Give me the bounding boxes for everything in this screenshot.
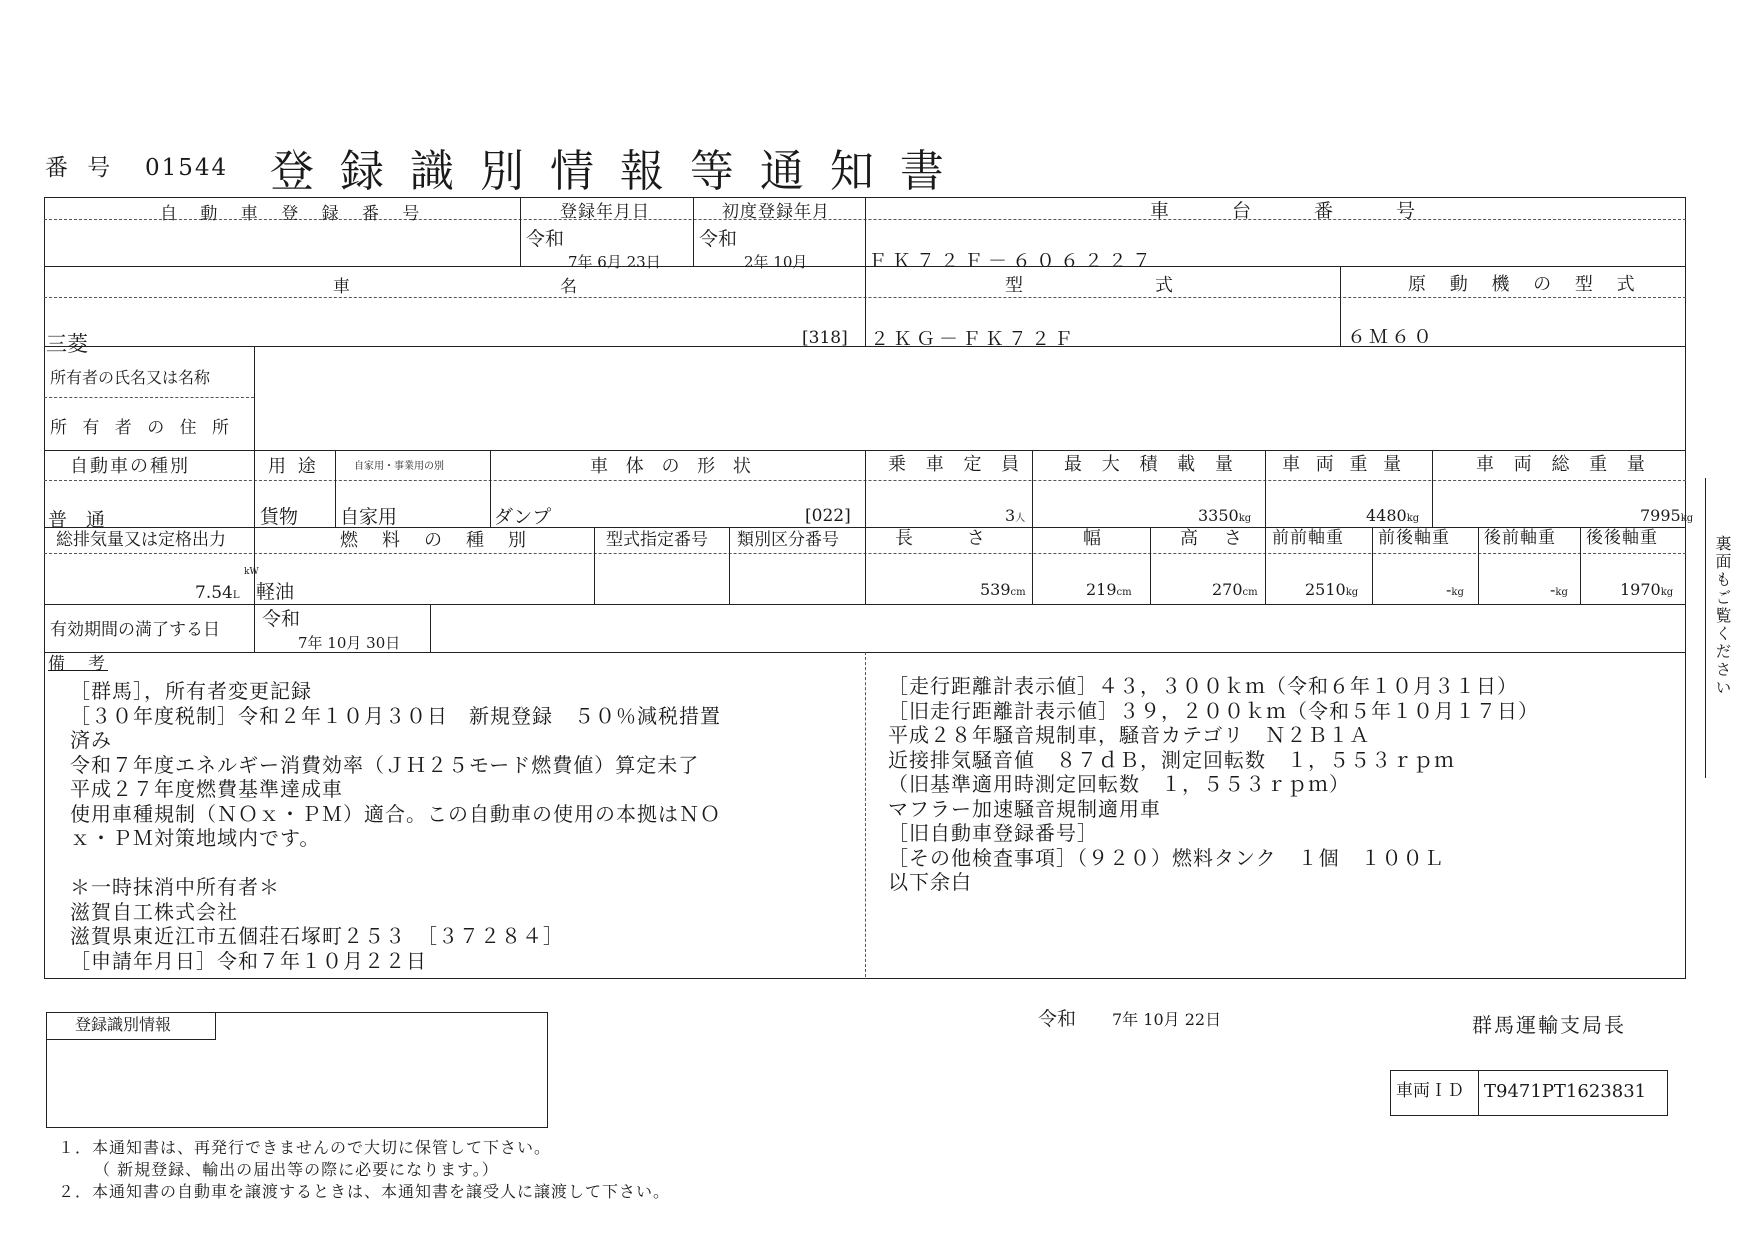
car-name-label-b: 名	[560, 277, 578, 297]
remarks-right	[888, 674, 1539, 895]
rf-axle-cell	[1550, 582, 1568, 598]
capacity-value: 3	[1005, 506, 1016, 525]
usage: 貨物	[260, 506, 299, 528]
rf-axle-unit: kg	[1555, 587, 1568, 598]
displacement-value: 7.54	[195, 583, 233, 603]
remarks-line: マフラー加速騒音規制適用車	[888, 796, 1161, 821]
length-cell	[980, 582, 1026, 598]
remarks-line: 平成２７年度燃費基準達成車	[70, 777, 343, 801]
fr-axle-value: -	[1446, 580, 1452, 599]
fr-axle-cell	[1446, 582, 1464, 598]
issue-date: 7年 10月 22日	[1112, 1010, 1222, 1029]
vehicle-id: T9471PT1623831	[1484, 1081, 1647, 1102]
reg-info-label: 登録識別情報	[75, 1015, 172, 1034]
body-shape-code: [022]	[805, 506, 851, 526]
vehicle-kind-label: 自動車の種別	[70, 456, 190, 477]
expiry-date: 7年 10月 30日	[298, 634, 401, 652]
remarks-line: ［旧自動車登録番号］	[888, 821, 1098, 845]
ff-axle-cell	[1305, 582, 1358, 598]
remarks-line	[70, 851, 721, 876]
rf-axle-label: 後前軸重	[1484, 528, 1556, 548]
first-date: 2年 10月	[744, 253, 808, 271]
vehicle-kind: 普 通	[48, 509, 106, 531]
vehicle-id-label: 車両ＩＤ	[1396, 1081, 1464, 1101]
note-1b: （ 新規登録、輸出の届出等の際に必要になります。）	[94, 1160, 499, 1179]
gross-weight-unit: kg	[1680, 513, 1694, 524]
displacement-cell	[195, 585, 240, 602]
rr-axle-cell	[1620, 582, 1673, 598]
gross-weight-label: 車 両 総 重 量	[1476, 454, 1652, 475]
side-note: 裏面もご覧ください	[1713, 535, 1732, 697]
height-value: 270	[1212, 580, 1243, 599]
expiry-era: 令和	[262, 608, 301, 630]
first-reg-label: 初度登録年月	[722, 202, 830, 222]
owner-name-label: 所有者の氏名又は名称	[50, 368, 211, 387]
displacement-unit-top: kW	[244, 567, 259, 577]
type-designation-label: 型式指定番号	[606, 530, 708, 550]
first-era: 令和	[699, 228, 738, 250]
ff-axle-label: 前前軸重	[1272, 528, 1344, 548]
note-2: ２．本通知書の自動車を譲渡するときは、本通知書を譲受人に譲渡して下さい。	[58, 1182, 671, 1201]
usage-label: 用 途	[268, 456, 319, 477]
ff-axle-value: 2510	[1305, 580, 1346, 599]
remarks-line: 近接排気騒音値 ８７ｄＢ，測定回転数 １，５５３ｒｐｍ	[888, 747, 1455, 772]
max-load-value: 3350	[1198, 506, 1239, 525]
note-1: １．本通知書は、再発行できませんので大切に保管して下さい。	[58, 1138, 552, 1157]
issue-era: 令和	[1038, 1008, 1077, 1030]
vehicle-weight-cell	[1366, 508, 1419, 524]
displacement-label: 総排気量又は定格出力	[56, 530, 226, 550]
remarks-line: ［その他検査事項］（９２０）燃料タンク １個 １００Ｌ	[888, 845, 1445, 870]
gross-weight-value: 7995	[1640, 506, 1681, 525]
body-shape-label: 車 体 の 形 状	[590, 456, 757, 477]
owner-address-label: 所 有 者 の 住 所	[50, 418, 235, 438]
displacement-unit: L	[232, 590, 240, 601]
rf-axle-value: -	[1550, 580, 1556, 599]
rr-axle-unit: kg	[1660, 587, 1674, 598]
fuel-type: 軽油	[256, 581, 295, 603]
number-value: 01544	[145, 155, 229, 181]
category-number-label: 類別区分番号	[737, 530, 839, 550]
remarks-label: 備 考	[48, 654, 108, 674]
length-value: 539	[980, 580, 1011, 599]
chassis-number-label: 車 台 番 号	[1150, 200, 1438, 222]
remarks-line: ［申請年月日］令和７年１０月２２日	[70, 948, 427, 973]
remarks-line: 滋賀県東近江市五個荘石塚町２５３ ［３７２８４］	[70, 924, 564, 948]
model: ２ＫＧ－ＦＫ７２Ｆ	[870, 328, 1078, 350]
number-label: 番 号	[45, 155, 117, 181]
document-title: 登 録 識 別 情 報 等 通 知 書	[270, 146, 950, 197]
capacity-label: 乗 車 定 員	[888, 454, 1027, 475]
reg-era: 令和	[526, 228, 565, 250]
height-unit: cm	[1242, 587, 1258, 598]
fr-axle-unit: kg	[1451, 587, 1464, 598]
remarks-line: 使用車種規制（ＮＯｘ・ＰＭ）適合。この自動車の使用の本拠はＮＯ	[70, 801, 721, 826]
length-unit: cm	[1010, 587, 1026, 598]
remarks-line: ｘ・ＰＭ対策地域内です。	[70, 826, 321, 850]
height-cell	[1212, 582, 1258, 598]
engine-model-label: 原 動 機 の 型 式	[1408, 274, 1644, 295]
max-load-label: 最 大 積 載 量	[1064, 454, 1240, 475]
remarks-line: ＊一時抹消中所有者＊	[70, 875, 280, 899]
rr-axle-label: 後後軸重	[1586, 528, 1658, 548]
fr-axle-label: 前後軸重	[1378, 528, 1450, 548]
capacity-cell	[1005, 508, 1025, 524]
remarks-line: 平成２８年騒音規制車，騒音カテゴリ Ｎ２Ｂ１Ａ	[888, 723, 1371, 747]
capacity-unit: 人	[1015, 513, 1026, 524]
remarks-left	[70, 679, 721, 973]
model-label: 型 式	[1005, 275, 1185, 296]
body-shape: ダンプ	[494, 506, 552, 528]
expiry-label: 有効期間の満了する日	[50, 620, 220, 640]
issuer: 群馬運輸支局長	[1472, 1013, 1626, 1037]
car-name-code: [318]	[802, 328, 848, 348]
remarks-line: 以下余白	[888, 870, 972, 894]
width-cell	[1086, 582, 1132, 598]
remarks-line: ［走行距離計表示値］４３，３００ｋｍ（令和６年１０月３１日）	[888, 674, 1518, 698]
length-label: 長 さ	[895, 528, 991, 549]
max-load-cell	[1198, 508, 1251, 524]
gross-weight-cell	[1640, 508, 1693, 524]
remarks-line: ［旧走行距離計表示値］３９，２００ｋｍ（令和５年１０月１７日）	[888, 698, 1539, 723]
remarks-line: （旧基準適用時測定回転数 １，５５３ｒｐｍ）	[888, 772, 1350, 796]
vehicle-weight-label: 車 両 重 量	[1282, 454, 1407, 475]
max-load-unit: kg	[1238, 513, 1252, 524]
reg-date: 7年 6月 23日	[568, 253, 661, 271]
ff-axle-unit: kg	[1345, 587, 1359, 598]
private-business: 自家用	[340, 506, 398, 528]
width-label: 幅	[1083, 528, 1102, 549]
reg-number-label: 自 動 車 登 録 番 号	[160, 204, 429, 224]
remarks-line: 令和７年度エネルギー消費効率（ＪＨ２５モード燃費値）算定未了	[70, 752, 700, 777]
remarks-line: 滋賀自工株式会社	[70, 899, 238, 924]
rr-axle-value: 1970	[1620, 580, 1661, 599]
vehicle-weight-unit: kg	[1406, 513, 1420, 524]
remarks-line: ［群馬］，所有者変更記録	[70, 679, 312, 703]
engine-model: ６Ｍ６０	[1347, 326, 1436, 348]
vehicle-weight-value: 4480	[1366, 506, 1407, 525]
fuel-type-label: 燃 料 の 種 別	[340, 530, 529, 551]
width-unit: cm	[1116, 587, 1132, 598]
remarks-line: ［３０年度税制］令和２年１０月３０日 新規登録 ５０％減税措置	[70, 703, 721, 728]
chassis-number: ＦＫ７２Ｆ－６０６２２７	[868, 250, 1157, 272]
width-value: 219	[1086, 580, 1117, 599]
private-business-label: 自家用・事業用の別	[354, 461, 444, 472]
car-name-label-a: 車	[333, 277, 351, 297]
remarks-line: 済み	[70, 728, 112, 752]
car-name: 三菱	[46, 332, 88, 356]
height-label: 高 さ	[1180, 528, 1246, 549]
reg-date-label: 登録年月日	[560, 202, 650, 222]
